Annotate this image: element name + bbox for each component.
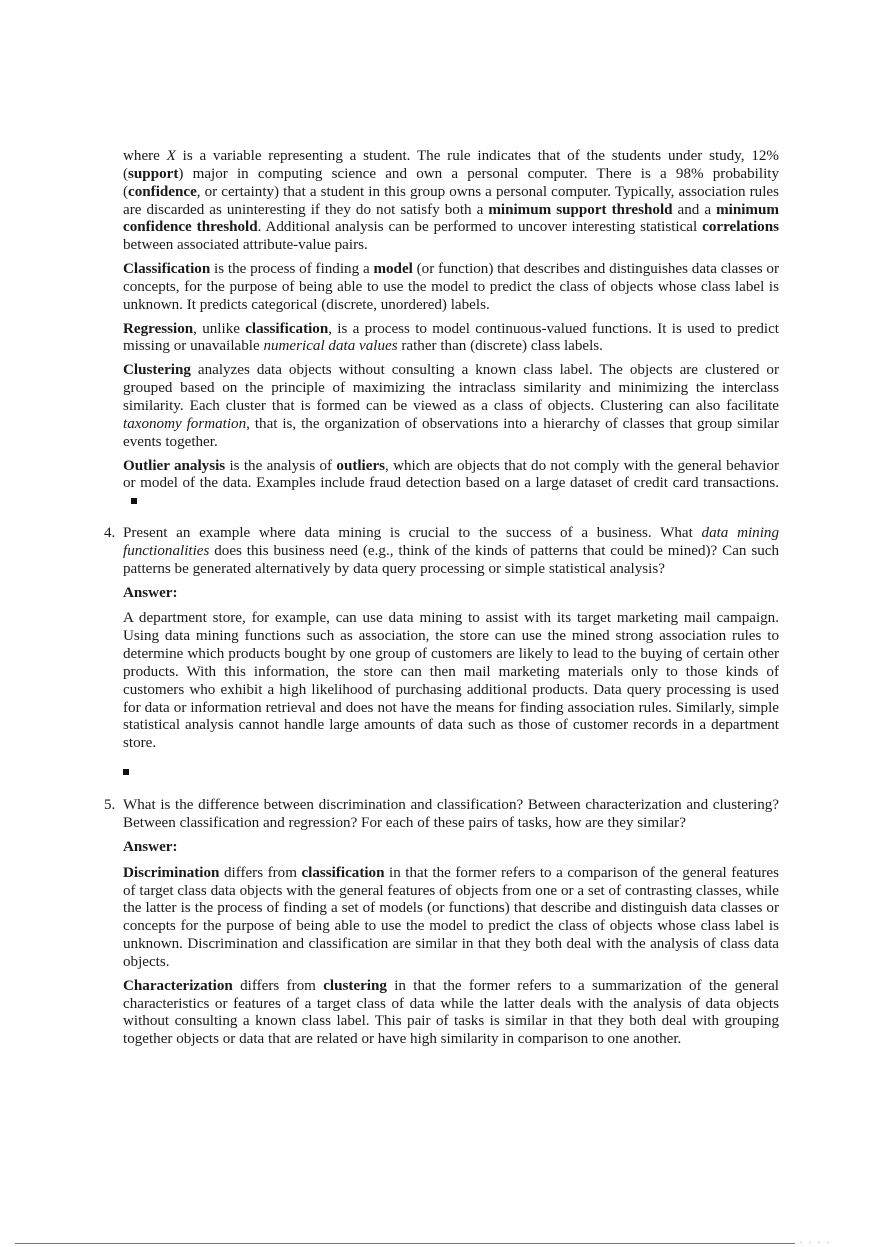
text-run: Present an example where data mining is crucial to the success of a business. What (123, 525, 702, 542)
footer-rule (15, 1243, 795, 1244)
question-number: 4. (104, 525, 116, 542)
italic-term: numerical data values (263, 338, 398, 355)
answer-characterization (123, 978, 779, 1049)
text-run: (or function) that describes and distinguishes data classes or concepts, for the purpose of being able to use the model to predict the class of objects whose class label is unknown. It predicts categorical (discrete, unordered) labels. (123, 261, 779, 313)
answer-text (123, 610, 779, 753)
bold-term: minimum support threshold (488, 201, 673, 218)
paragraph-association-rule (123, 148, 779, 255)
text-run: What is the difference between discrimination and classification? Between characterization and clustering? Between classification and regression? For each of these pairs of tasks, how are they similar? (123, 797, 779, 831)
italic-term: taxonomy formation (123, 415, 247, 432)
answer-label: Answer: (123, 838, 178, 855)
answer-discrimination (123, 865, 779, 972)
italic-term: data mining functionalities (123, 525, 779, 559)
text-run: is a variable representing a student. The rule indicates that of the students under study, 12% ( (123, 148, 779, 182)
text-run: in that the former refers to a summarization of the general characteristics or features of a target class of data while the latter deals with the analysis of data objects without consulting a known class label. This pair of tasks is similar in that they both deal with grouping together objects or data that are related or have high similarity in comparison to one another. (123, 977, 779, 1048)
question-number: 5. (104, 797, 116, 814)
text-run: , which are objects that do not comply with the general behavior or model of the data. Examples include fraud detection based on a large dataset of credit card transactions. (123, 457, 779, 492)
text-run: analyzes data objects without consulting a known class label. The objects are clustered or grouped based on the principle of maximizing the intraclass similarity and minimizing the interclass similarity. Each cluster that is formed can be viewed as a class of objects. Clustering can also facilitate (123, 362, 779, 414)
question-4 (104, 525, 779, 775)
paragraph-regression (123, 321, 779, 357)
question-5 (104, 797, 780, 1049)
bold-term: classification (301, 864, 385, 881)
text-run: , is a process to model continuous-valued functions. It is used to predict missing or unavailable (123, 320, 779, 355)
bold-term: Clustering (123, 362, 191, 379)
text-run: , unlike (193, 320, 246, 337)
bold-term: clustering (323, 977, 387, 994)
bold-term: Characterization (123, 977, 233, 994)
question-text (123, 525, 779, 579)
bold-term: classification (245, 320, 329, 337)
paragraph-outlier-analysis (123, 458, 779, 512)
bold-term: model (373, 261, 413, 278)
end-of-proof-square-icon (123, 769, 129, 775)
text-run: between associated attribute-value pairs. (123, 237, 368, 254)
question-text (123, 797, 779, 833)
text-run: is the process of finding a (210, 261, 374, 278)
paragraph-classification (123, 261, 779, 315)
italic-term: X (166, 148, 176, 164)
text-run: differs from (219, 864, 302, 881)
bold-term: Classification (123, 261, 211, 278)
bold-term: Outlier analysis (123, 457, 226, 474)
text-run: differs from (232, 977, 324, 994)
text-run: rather than (discrete) class labels. (397, 338, 603, 355)
document-body (104, 148, 780, 1055)
text-run: . Additional analysis can be performed to uncover interesting statistical (257, 219, 703, 236)
outlier-text (123, 458, 779, 492)
bold-term: outliers (336, 457, 386, 474)
text-run: and a (672, 201, 717, 218)
bold-term: minimum confidence threshold (123, 201, 779, 236)
paragraph-clustering (123, 362, 779, 451)
bold-term: Discrimination (123, 864, 220, 881)
text-run: , that is, the organization of observations into a hierarchy of classes that group similar events together. (123, 415, 780, 450)
text-run: , or certainty) that a student in this group owns a personal computer. Typically, association rules are discarded as uninteresting if they do not satisfy both a (123, 183, 779, 218)
text-run: ) major in computing science and own a personal computer. There is a 98% probability ( (123, 165, 779, 200)
answer-label: Answer: (123, 584, 178, 601)
text-run: in that the former refers to a comparison of the general features of target class data objects with the general features of objects from one or a set of contrasting classes, while the latter is the process of finding a set of models (or functions) that describe and distinguish data classes or concepts for the purpose of being able to use the model to predict the class of objects whose class label is unknown. Discrimination and classification are similar in that they both deal with the analysis of class data objects. (123, 864, 780, 970)
bold-term: correlations (702, 219, 779, 236)
text-run: is the analysis of (225, 457, 337, 474)
text-run: does this business need (e.g., think of the kinds of patterns that could be mined)? Can such patterns be generated alternatively by data query processing or simple statistical analysis? (123, 542, 779, 577)
footer-faint-marks: ▪ ▪ ▪ ▪ (800, 1241, 832, 1246)
bold-term: support (128, 165, 179, 182)
bold-term: confidence (128, 183, 197, 200)
text-run: A department store, for example, can use data mining to assist with its target marketing mail campaign. Using data mining functions such as association, the store can use the mined strong association rules to determine which products bought by one group of customers are likely to lead to the buying of certain other products. With this information, the store can then mail marketing materials only to those kinds of customers who exhibit a high likelihood of purchasing additional products. Data query processing is used for data or information retrieval and does not have the means for finding association rules. Similarly, simple statistical analysis cannot handle large amounts of data such as those of customer records in a department store. (123, 610, 779, 752)
end-of-proof-square-icon (131, 498, 137, 504)
bold-term: Regression (123, 320, 194, 337)
text-run: where (123, 148, 167, 164)
